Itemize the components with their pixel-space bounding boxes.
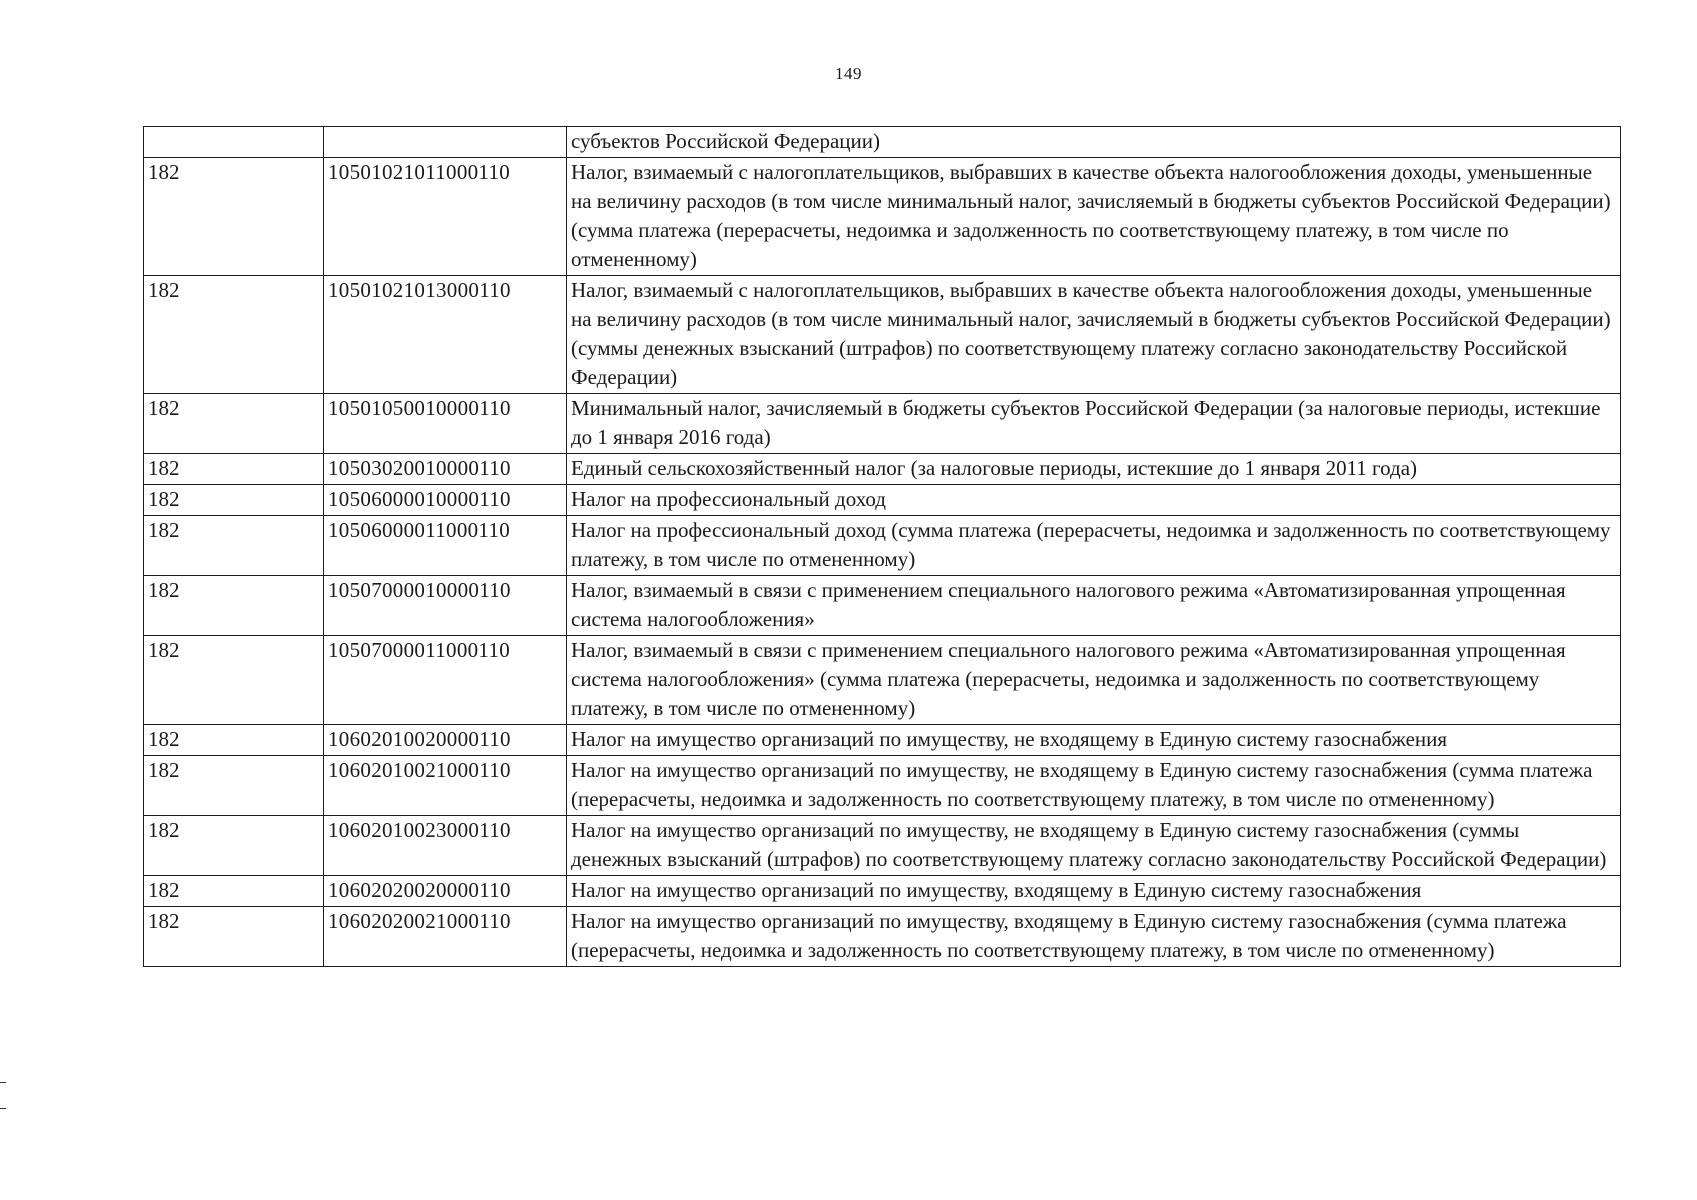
admin-code-cell: 182	[144, 907, 324, 967]
scan-margin-mark	[0, 1082, 6, 1083]
budget-code-cell: 10503020010000110	[324, 454, 567, 485]
admin-code-cell: 182	[144, 516, 324, 576]
revenue-name-cell: Налог на профессиональный доход (сумма платежа (перерасчеты, недоимка и задолженность по соответствующему платежу, в том числе по отмененному)	[567, 516, 1621, 576]
revenue-name-cell: Налог на имущество организаций по имуществу, не входящему в Единую систему газоснабжения	[567, 725, 1621, 756]
admin-code-cell: 182	[144, 816, 324, 876]
table-row	[144, 636, 1621, 725]
revenue-name-cell: Налог, взимаемый с налогоплательщиков, выбравших в качестве объекта налогообложения доходы, уменьшенные на величину расходов (в том числе минимальный налог, зачисляемый в бюджеты субъектов Российской Федерации) (суммы денежных взысканий (штрафов) по соответствующему платежу согласно законодательству Российской Федерации)	[567, 276, 1621, 394]
table-row	[144, 516, 1621, 576]
budget-code-cell	[324, 127, 567, 158]
revenue-name-cell: Налог, взимаемый в связи с применением специального налогового режима «Автоматизированная упрощенная система налогообложения» (сумма платежа (перерасчеты, недоимка и задолженность по соответствующему платежу, в том числе по отмененному)	[567, 636, 1621, 725]
admin-code-cell: 182	[144, 485, 324, 516]
revenue-name-cell: Налог на имущество организаций по имуществу, не входящему в Единую систему газоснабжения (суммы денежных взысканий (штрафов) по соответствующему платежу согласно законодательству Российской Федерации)	[567, 816, 1621, 876]
admin-code-cell	[144, 127, 324, 158]
revenue-name-cell: Налог, взимаемый в связи с применением специального налогового режима «Автоматизированная упрощенная система налогообложения»	[567, 576, 1621, 636]
revenue-name-cell: Минимальный налог, зачисляемый в бюджеты субъектов Российской Федерации (за налоговые периоды, истекшие до 1 января 2016 года)	[567, 394, 1621, 454]
budget-code-cell: 10507000010000110	[324, 576, 567, 636]
table-row	[144, 454, 1621, 485]
admin-code-cell: 182	[144, 756, 324, 816]
budget-code-cell: 10501021011000110	[324, 158, 567, 276]
revenue-name-cell: субъектов Российской Федерации)	[567, 127, 1621, 158]
table-row	[144, 876, 1621, 907]
revenue-name-cell: Налог, взимаемый с налогоплательщиков, выбравших в качестве объекта налогообложения доходы, уменьшенные на величину расходов (в том числе минимальный налог, зачисляемый в бюджеты субъектов Российской Федерации) (сумма платежа (перерасчеты, недоимка и задолженность по соответствующему платежу, в том числе по отмененному)	[567, 158, 1621, 276]
revenue-name-cell: Налог на имущество организаций по имуществу, входящему в Единую систему газоснабжения	[567, 876, 1621, 907]
budget-code-cell: 10602010023000110	[324, 816, 567, 876]
admin-code-cell: 182	[144, 454, 324, 485]
table-row	[144, 816, 1621, 876]
budget-code-cell: 10501050010000110	[324, 394, 567, 454]
budget-code-cell: 10506000010000110	[324, 485, 567, 516]
scan-margin-mark	[0, 1108, 6, 1109]
table-row	[144, 485, 1621, 516]
budget-code-cell: 10602010020000110	[324, 725, 567, 756]
table-row	[144, 756, 1621, 816]
table-row	[144, 907, 1621, 967]
admin-code-cell: 182	[144, 876, 324, 907]
budget-code-cell: 10602020021000110	[324, 907, 567, 967]
budget-codes-table	[143, 126, 1621, 967]
admin-code-cell: 182	[144, 725, 324, 756]
page-number: 149	[835, 64, 862, 83]
table-row	[144, 127, 1621, 158]
budget-code-cell: 10602020020000110	[324, 876, 567, 907]
table-row	[144, 276, 1621, 394]
budget-code-cell: 10602010021000110	[324, 756, 567, 816]
admin-code-cell: 182	[144, 636, 324, 725]
revenue-name-cell: Налог на профессиональный доход	[567, 485, 1621, 516]
table-row	[144, 725, 1621, 756]
admin-code-cell: 182	[144, 394, 324, 454]
table-row	[144, 394, 1621, 454]
admin-code-cell: 182	[144, 576, 324, 636]
table-row	[144, 158, 1621, 276]
admin-code-cell: 182	[144, 276, 324, 394]
budget-code-cell: 10507000011000110	[324, 636, 567, 725]
revenue-name-cell: Налог на имущество организаций по имуществу, не входящему в Единую систему газоснабжения (сумма платежа (перерасчеты, недоимка и задолженность по соответствующему платежу, в том числе по отмененному)	[567, 756, 1621, 816]
budget-code-cell: 10506000011000110	[324, 516, 567, 576]
table-row	[144, 576, 1621, 636]
admin-code-cell: 182	[144, 158, 324, 276]
revenue-name-cell: Единый сельскохозяйственный налог (за налоговые периоды, истекшие до 1 января 2011 года)	[567, 454, 1621, 485]
revenue-name-cell: Налог на имущество организаций по имуществу, входящему в Единую систему газоснабжения (сумма платежа (перерасчеты, недоимка и задолженность по соответствующему платежу, в том числе по отмененному)	[567, 907, 1621, 967]
budget-code-cell: 10501021013000110	[324, 276, 567, 394]
